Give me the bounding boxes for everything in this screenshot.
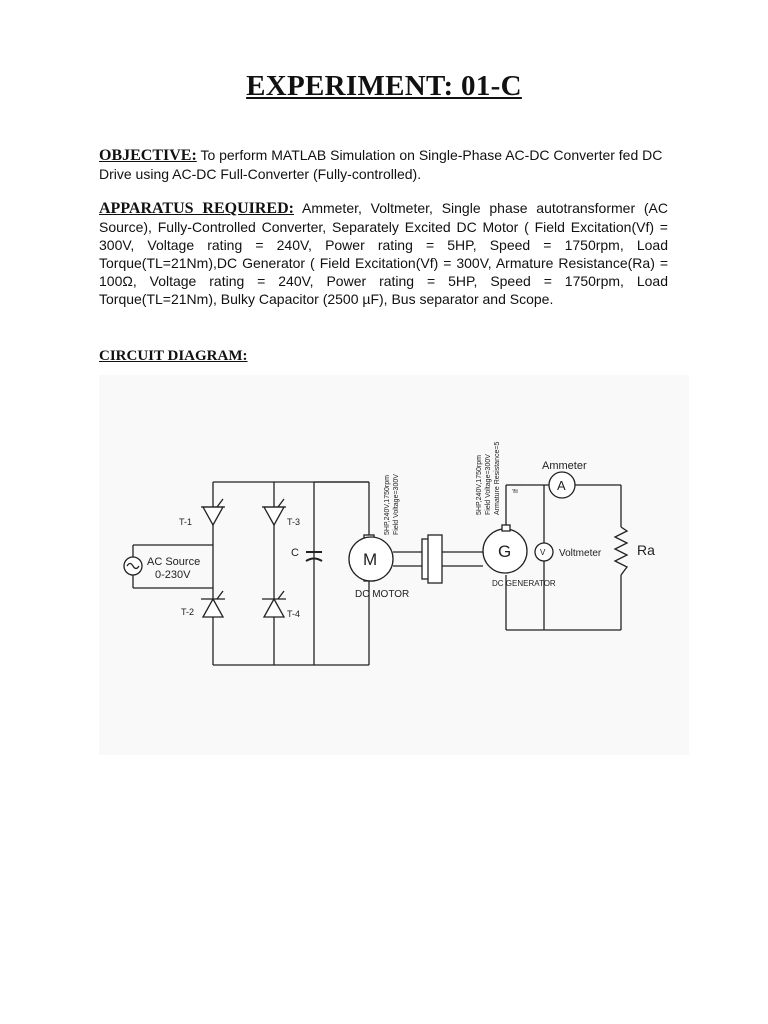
label-t2: T-2 [181,607,195,617]
label-t3: T-3 [287,517,301,527]
apparatus-text: Ammeter, Voltmeter, Single phase autotransformer (AC Source), Fully-Controlled Converter, Separately Excited DC Motor ( Field Excitation(Vf) = 300V, Voltage rating = 240V, Power rating = 5HP, Speed = 1750rpm, Load Torque(TL=21Nm),DC Generator ( Field Excitation(Vf) = 300V, Armature Resistance(Ra) = 100Ω, Voltage rating = 240V, Power rating = 5HP, Speed = 1750rpm, Load Torque(TL=21Nm), Bulky Capacitor (2500 µF), Bus separator and Scope. [99,200,669,307]
voltmeter-letter: V [540,548,546,557]
ammeter-letter: A [557,478,566,493]
ammeter-label: Ammeter [542,460,587,472]
motor-rating-text: 5HP,240V,1750rpm [384,475,391,535]
label-t4: T-4 [287,609,301,619]
motor-symbol-letter: M [363,550,378,569]
generator-rating-text: 5HP,240V,1750rpm [476,455,483,515]
apparatus-paragraph [99,199,668,308]
ac-source-range: 0-230V [155,569,191,581]
dc-generator-label: DC GENERATOR [492,579,556,588]
circuit-svg [99,375,689,755]
objective-text: To perform MATLAB Simulation on Single-Phase AC-DC Converter fed DC Drive using AC-DC Full-Converter (Fully-controlled). [99,147,663,182]
circuit-diagram-heading: CIRCUIT DIAGRAM: [99,348,248,364]
resistor-label: Ra [637,542,655,558]
voltmeter-label: Voltmeter [559,548,602,559]
load-resistor [615,527,627,575]
dc-motor-label: DC MOTOR [355,589,410,600]
generator-symbol-letter: G [498,542,512,561]
apparatus-label: APPARATUS REQUIRED: [99,200,294,217]
circuit-diagram [99,375,689,755]
label-t1: T-1 [179,517,193,527]
experiment-title: EXPERIMENT: 01-C [246,70,522,102]
motor-field-text: Field Voltage=300V [393,474,400,535]
objective-label: OBJECTIVE: [99,147,197,164]
objective-paragraph [99,146,668,183]
ac-source-label: AC Source [147,556,201,568]
capacitor-label: C [291,547,299,559]
current-label: If [513,489,520,493]
generator-field-text: Field Voltage=300V [485,454,492,515]
generator-armature-text: Armature Resistance=5 [494,441,501,515]
